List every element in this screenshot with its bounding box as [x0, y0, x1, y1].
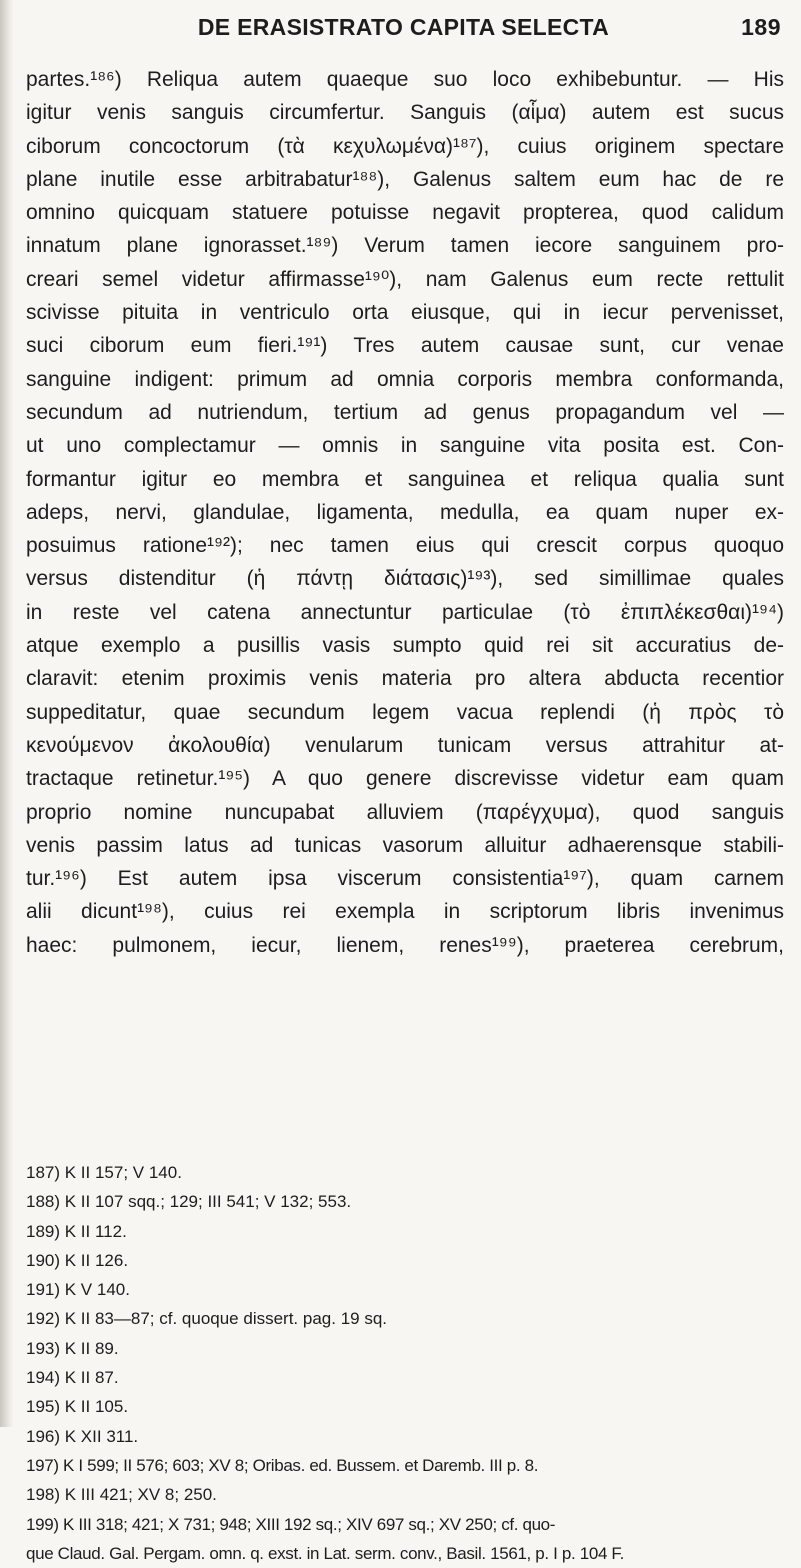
text-line: in reste vel catena annectuntur particulae (τὸ ἐπιπλέκεσθαι)¹⁹⁴) [26, 600, 784, 624]
text-line: tur.¹⁹⁶) Est autem ipsa viscerum consistentia¹⁹⁷), quam carnem [26, 867, 784, 891]
footnote: 191) K V 140. [26, 1280, 130, 1300]
text-line: formantur igitur eo membra et sanguinea et reliqua qualia sunt [26, 467, 784, 491]
text-line: suci ciborum eum fieri.¹⁹¹) Tres autem causae sunt, cur venae [26, 334, 784, 358]
footnote: 187) K II 157; V 140. [26, 1163, 182, 1182]
footnote: 188) K II 107 sqq.; 129; III 541; V 132; 553. [26, 1192, 352, 1212]
footnotes [26, 1158, 786, 1568]
footnote: 189) K II 112. [26, 1221, 127, 1241]
text-line: sanguine indigent: primum ad omnia corporis membra conformanda, [26, 367, 784, 391]
text-line: innatum plane ignorasset.¹⁸⁹) Verum tamen iecore sanguinem pro- [26, 234, 784, 258]
running-title: DE ERASISTRATO CAPITA SELECTA [197, 14, 610, 40]
footnote: 197) K I 599; II 576; 603; XV 8; Oribas. ed. Bussem. et Daremb. III p. 8. [26, 1455, 539, 1475]
page-number: 189 [741, 14, 781, 40]
text-line: κενούμενον ἀκολουθία) venularum tunicam versus attrahitur at- [26, 733, 784, 757]
text-line: igitur venis sanguis circumfertur. Sanguis (αἷμα) autem est sucus [26, 101, 784, 125]
footnote: 190) K II 126. [26, 1250, 129, 1270]
footnote: 198) K III 421; XV 8; 250. [26, 1485, 217, 1505]
text-line: ciborum concoctorum (τὰ κεχυλωμένα)¹⁸⁷), cuius originem spectare [26, 134, 784, 158]
text-line: proprio nomine nuncupabat alluviem (παρέγχυμα), quod sanguis [26, 800, 784, 824]
text-line: haec: pulmonem, iecur, lienem, renes¹⁹⁹), praeterea cerebrum, [26, 933, 784, 957]
text-line: ut uno complectamur — omnis in sanguine vita posita est. Con- [26, 434, 784, 458]
text-line: secundum ad nutriendum, tertium ad genus propagandum vel — [26, 400, 784, 424]
main-text [26, 63, 784, 962]
text-line: plane inutile esse arbitrabatur¹⁸⁸), Galenus saltem eum hac de re [26, 167, 784, 191]
footnote: 193) K II 89. [26, 1338, 119, 1358]
footnote: 194) K II 87. [26, 1368, 119, 1388]
text-line: tractaque retinetur.¹⁹⁵) A quo genere discrevisse videtur eam quam [26, 767, 784, 791]
footnote: 195) K II 105. [26, 1397, 129, 1417]
page-gutter [0, 0, 14, 1427]
text-line: creari semel videtur affirmasse¹⁹⁰), nam Galenus eum recte rettulit [26, 267, 784, 291]
text-line: partes.¹⁸⁶) Reliqua autem quaeque suo loco exhibebuntur. — His [26, 68, 784, 91]
text-line: posuimus ratione¹⁹²); nec tamen eius qui crescit corpus quoquo [26, 534, 784, 558]
footnote: 196) K XII 311. [26, 1426, 139, 1446]
text-line: omnino quicquam statuere potuisse negavit propterea, quod calidum [26, 201, 784, 225]
text-line: claravit: etenim proximis venis materia pro altera abducta recentior [26, 667, 784, 691]
running-header [26, 14, 781, 54]
footnote: 199) K III 318; 421; X 731; 948; XIII 192 sq.; XIV 697 sq.; XV 250; cf. quo- [26, 1514, 556, 1534]
text-line: alii dicunt¹⁹⁸), cuius rei exempla in scriptorum libris invenimus [26, 900, 784, 924]
text-line: venis passim latus ad tunicas vasorum alluitur adhaerensque stabili- [26, 833, 784, 857]
text-line: atque exemplo a pusillis vasis sumpto quid rei sit accuratius de- [26, 634, 784, 658]
footnote-continuation: que Claud. Gal. Pergam. omn. q. exst. in Lat. serm. conv., Basil. 1561, p. I p. 104 F. [26, 1543, 624, 1563]
text-line: suppeditatur, quae secundum legem vacua replendi (ἡ πρὸς τὸ [26, 700, 784, 724]
text-line: versus distenditur (ἡ πάντῃ διάτασις)¹⁹³), sed simillimae quales [26, 567, 784, 591]
text-line: scivisse pituita in ventriculo orta eiusque, qui in iecur pervenisset, [26, 301, 784, 325]
text-line: adeps, nervi, glandulae, ligamenta, medulla, ea quam nuper ex- [26, 500, 784, 524]
footnote: 192) K II 83—87; cf. quoque dissert. pag. 19 sq. [26, 1309, 388, 1329]
